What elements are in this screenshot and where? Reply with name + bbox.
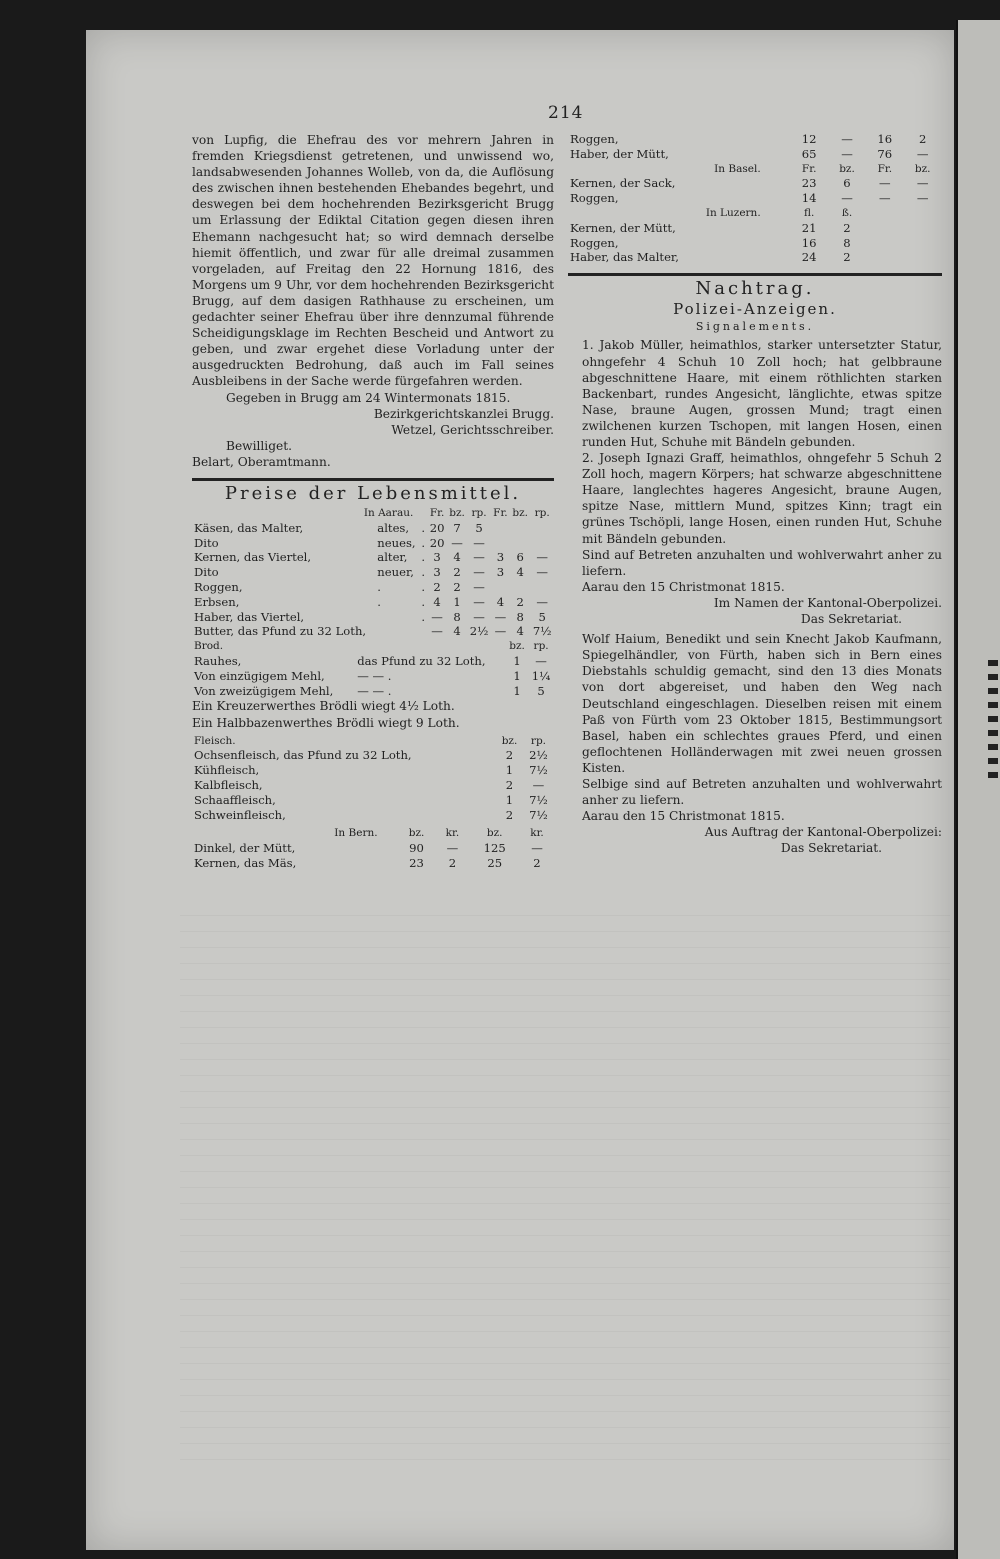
section-rule	[192, 478, 554, 481]
aarau-row-cell	[530, 521, 554, 536]
fleisch-row-cell: Kalbfleisch,	[194, 778, 263, 792]
brod-note-1: Ein Kreuzerwerthes Brödli wiegt 4½ Loth.	[192, 699, 455, 714]
aarau-row-cell: —	[536, 565, 548, 580]
aarau-row-cell: 2½	[469, 624, 489, 639]
luzern-row-cell: 2	[843, 250, 851, 265]
luzern-row-cell: 21	[801, 220, 817, 235]
fleisch-row-cell: 2½	[529, 748, 548, 763]
top-price-row-cell: Haber, der Mütt,	[570, 146, 669, 161]
bern-row-cell: 125	[483, 841, 506, 856]
right-column	[568, 132, 942, 856]
basel-col-fr: Fr.	[801, 162, 817, 175]
aarau-row-cell: .	[421, 609, 425, 624]
basel-row-cell: 14	[801, 191, 817, 206]
brod-col-bz: bz.	[509, 640, 525, 653]
luzern-header-row	[568, 206, 942, 221]
col-rp2: rp.	[534, 507, 550, 520]
aarau-row-cell: .	[421, 535, 425, 550]
notice-signature-office: Bezirkgerichtskanzlei Brugg.	[373, 406, 554, 421]
aarau-row-cell: Käsen, das Malter,	[194, 520, 304, 535]
aarau-row-cell: .	[421, 565, 425, 580]
aarau-row-cell: —	[473, 535, 485, 550]
aarau-row-cell: 4	[496, 594, 505, 609]
aarau-row-cell	[419, 624, 427, 639]
prices-title: Preise der Lebensmittel.	[224, 482, 522, 504]
aarau-row-cell: —	[536, 594, 548, 609]
brod-row-cell: —	[535, 654, 547, 669]
basel-row-cell: —	[879, 191, 891, 206]
bern-row-cell: 90	[409, 841, 424, 856]
aarau-row	[192, 624, 554, 639]
luzern-row-cell: Haber, das Malter,	[570, 250, 679, 265]
luzern-row	[568, 250, 942, 265]
aarau-row-cell: 3	[496, 565, 505, 580]
aarau-row-cell: 8	[453, 609, 461, 624]
aarau-row-cell: —	[473, 594, 485, 609]
polizei-title: Polizei-Anzeigen.	[673, 300, 837, 319]
top-price-row	[568, 132, 942, 147]
top-price-row-cell: —	[841, 132, 853, 146]
fleisch-label: Fleisch.	[194, 734, 236, 747]
col-rp: rp.	[471, 507, 487, 520]
date-2: Aarau den 15 Christmonat 1815.	[582, 809, 785, 824]
fleisch-row-cell: Kühfleisch,	[194, 763, 260, 778]
brod-row-cell: 1	[513, 654, 521, 669]
bern-location: In Bern.	[334, 827, 378, 840]
fleisch-row-cell: —	[532, 778, 545, 792]
basel-row-cell: 23	[801, 176, 817, 191]
top-price-row-cell: 2	[918, 132, 927, 146]
approval-note: Bewilliget.	[226, 438, 292, 453]
brod-note-2: Ein Halbbazenwerthes Brödli wiegt 9 Loth.	[192, 715, 460, 730]
aarau-row-cell: 7	[453, 520, 461, 535]
approval-official: Belart, Oberamtmann.	[192, 454, 331, 469]
bleed-through-area	[180, 900, 950, 1460]
bern-row	[192, 841, 554, 856]
section-rule-right	[568, 273, 942, 276]
basel-row	[568, 176, 942, 191]
aarau-row-cell	[510, 521, 530, 536]
top-price-table	[568, 132, 942, 265]
bern-price-table	[192, 826, 554, 870]
aarau-row-cell: 3	[433, 550, 441, 565]
aarau-location: In Aarau.	[363, 507, 414, 520]
adjacent-page-edge	[956, 20, 1000, 1559]
aarau-row	[192, 610, 554, 625]
luzern-row-cell: 24	[801, 250, 817, 265]
aarau-row-cell: 4	[453, 550, 461, 565]
aarau-row-cell	[530, 536, 554, 551]
aarau-row-cell	[510, 536, 530, 551]
fleisch-row-cell: 7½	[529, 807, 548, 822]
fleisch-row-cell: 2	[505, 807, 514, 822]
luzern-row-cell: 8	[843, 235, 851, 250]
bern-col-kr2: kr.	[530, 827, 544, 840]
signature-1b: Das Sekretariat.	[800, 612, 902, 627]
aarau-row-cell	[491, 521, 510, 536]
col-bz2: bz.	[512, 507, 529, 520]
aarau-row-cell: 5	[475, 520, 483, 535]
top-price-row	[568, 147, 942, 162]
aarau-row-cell: —	[473, 580, 485, 595]
aarau-row-cell: .	[421, 520, 425, 535]
fleisch-price-table	[192, 734, 554, 823]
aarau-row-cell: 3	[433, 565, 441, 580]
aarau-row-cell: —	[536, 550, 548, 565]
aarau-row-cell: —	[494, 624, 507, 639]
aarau-row-cell: .	[377, 580, 381, 595]
left-column	[192, 132, 554, 871]
top-price-row-cell: —	[841, 146, 853, 161]
basel-row-cell: 6	[843, 176, 851, 191]
brod-row	[192, 669, 554, 684]
theft-notice: Wolf Haium, Benedikt und sein Knecht Jakob Kaufmann, Spiegelhändler, von Fürth, haben sich in Bern eines Diebstahls schuldig gemacht, sind den 13 dies Monats von dort abgereiset, und haben den Weg nach Deutschland eingeschlagen. Dieselben reisen mit einem Paß von Fürth vom 23 Oktober 1815, Bestimmungsort Basel, haben ein schlechtes graues Pferd, und einen geflochtenen Holländerwagen mit zwei neuen grossen Kisten.	[582, 632, 942, 775]
notice-signature-clerk: Wetzel, Gerichtsschreiber.	[391, 422, 554, 437]
fleisch-row-cell: Schweinfleisch,	[194, 807, 286, 822]
aarau-row-cell: .	[421, 594, 425, 609]
aarau-row	[192, 595, 554, 610]
aarau-row-cell: 1	[453, 594, 461, 609]
signalements-title: Signalements.	[695, 320, 815, 334]
brod-row-cell: Rauhes,	[194, 654, 242, 669]
top-price-row-cell: 12	[801, 132, 817, 146]
aarau-row-cell	[491, 536, 510, 551]
luzern-col-fl: fl.	[804, 206, 815, 219]
brod-row-cell: Von zweizügigem Mehl,	[194, 683, 334, 698]
brod-row-cell: das Pfund zu 32 Loth,	[357, 654, 486, 669]
bern-col-bz2: bz.	[486, 827, 503, 840]
brod-row-cell: 5	[537, 683, 545, 698]
aarau-row-cell: 2	[516, 594, 524, 609]
top-price-row-cell: 76	[877, 146, 893, 161]
aarau-row-cell: Kernen, das Viertel,	[194, 550, 312, 565]
basel-row-cell: Kernen, der Sack,	[570, 176, 676, 191]
brod-row	[192, 654, 554, 669]
basel-row-cell: —	[916, 176, 929, 191]
col-fr2: Fr.	[493, 507, 508, 520]
luzern-row-cell: Roggen,	[570, 235, 619, 250]
brod-col-rp: rp.	[533, 640, 549, 653]
fleisch-row-cell: 1	[505, 792, 514, 807]
aarau-row-cell: neuer,	[377, 565, 414, 580]
aarau-row	[192, 521, 554, 536]
aarau-header-row	[192, 506, 554, 521]
signalement-2: 2. Joseph Ignazi Graff, heimathlos, ohngefehr 5 Schuh 2 Zoll hoch, magern Körpers; hat schwarze abgeschnittene Haare, langlechtes hageres Angesicht, braune Augen, spitze Nase, mittlern Mund, spitzes Kinn; tragt ein grünes Tschöpli, lange Hosen, einen runden Hut, Schuhe mit Bändeln gebunden.	[582, 451, 942, 546]
brod-row-cell: 1	[513, 683, 521, 698]
aarau-row-cell: 20	[429, 520, 445, 535]
brod-price-table	[192, 639, 554, 698]
basel-row	[568, 191, 942, 206]
basel-row-cell: Roggen,	[570, 191, 619, 206]
edge-marks	[988, 660, 998, 780]
signature-2a: Aus Auftrag der Kantonal-Oberpolizei:	[704, 825, 942, 840]
bern-row-cell: 23	[409, 855, 424, 870]
bern-row-cell: Kernen, das Mäs,	[194, 855, 297, 870]
brod-row	[192, 684, 554, 699]
aarau-row-cell: altes,	[377, 520, 410, 535]
aarau-row-cell: —	[473, 565, 485, 580]
aarau-row-cell: 2	[433, 580, 441, 595]
arrest-instruction-2: Selbige sind auf Betreten anzuhalten und wohlverwahrt anher zu liefern.	[582, 776, 942, 808]
aarau-row-cell: Erbsen,	[194, 594, 240, 609]
fleisch-row-cell: 7½	[529, 792, 548, 807]
luzern-row	[568, 236, 942, 251]
aarau-row	[192, 550, 554, 565]
signalement-1: 1. Jakob Müller, heimathlos, starker untersetzter Statur, ohngefehr 4 Schuh 10 Zoll hoch; hat gelbbraune abgeschnittene Haare, mit einem röthlichten starken Backenbart, rundes Angesicht, länglichte, etwas spitze Nase, braune Augen, grossen Mund; tragt einen zwilchenen kurzen Tschopen, mit langen Hosen, einen runden Hut, Schuhe mit Bändeln gebunden.	[582, 338, 942, 450]
luzern-location: In Luzern.	[705, 206, 761, 219]
bern-col-bz: bz.	[408, 827, 425, 840]
aarau-row-cell: .	[421, 550, 425, 565]
aarau-row-cell: 4	[516, 624, 524, 639]
nachtrag-title: Nachtrag.	[695, 278, 815, 300]
basel-row-cell: —	[916, 191, 929, 206]
fleisch-row-cell: 2	[505, 748, 514, 763]
fleisch-row-cell: 2	[505, 778, 514, 792]
aarau-row-cell: .	[377, 594, 381, 609]
aarau-price-table	[192, 506, 554, 639]
aarau-row-cell: —	[494, 609, 507, 624]
luzern-row-cell: Kernen, der Mütt,	[570, 220, 676, 235]
basel-row-cell: —	[841, 191, 853, 206]
aarau-row-cell: 5	[538, 609, 546, 624]
aarau-row-cell: —	[473, 609, 485, 624]
brod-row-cell: 1¼	[531, 668, 551, 683]
aarau-row-cell: Haber, das Viertel,	[194, 609, 305, 624]
top-price-row-cell: —	[916, 146, 929, 161]
aarau-row-cell	[375, 610, 419, 625]
fleisch-row	[192, 778, 554, 793]
fleisch-row	[192, 808, 554, 823]
top-price-row-cell: 65	[801, 146, 817, 161]
fleisch-row	[192, 748, 554, 763]
notice-date: Gegeben in Brugg am 24 Wintermonats 1815.	[226, 390, 511, 405]
aarau-row-cell: —	[473, 550, 485, 565]
fleisch-row-cell: 7½	[529, 763, 548, 778]
aarau-row-cell: Dito	[194, 565, 219, 580]
aarau-row-cell: 6	[516, 550, 524, 565]
basel-location: In Basel.	[714, 162, 761, 175]
bern-row	[192, 856, 554, 871]
bern-header-row	[192, 826, 554, 841]
luzern-col-ss: ß.	[841, 206, 853, 219]
fleisch-row-cell: Ochsenfleisch, das Pfund zu 32 Loth,	[194, 748, 412, 763]
aarau-row-cell: 20	[429, 535, 445, 550]
basel-col-bz: bz.	[839, 162, 855, 175]
aarau-row	[192, 565, 554, 580]
basel-header-row	[568, 162, 942, 177]
basel-col-bz2: bz.	[914, 162, 931, 175]
page-number: 214	[548, 103, 584, 123]
aarau-row-cell: 7½	[532, 624, 552, 639]
aarau-row-cell: —	[431, 609, 443, 624]
aarau-row-cell	[375, 624, 419, 639]
luzern-row-cell: 16	[801, 235, 817, 250]
aarau-row-cell	[510, 580, 530, 595]
fleisch-header-row	[192, 734, 554, 749]
aarau-row	[192, 536, 554, 551]
arrest-instruction-1: Sind auf Betreten anzuhalten und wohlverwahrt anher zu liefern.	[582, 547, 942, 578]
aarau-row-cell: neues,	[377, 535, 416, 550]
basel-col-fr2: Fr.	[877, 162, 893, 175]
bern-row-cell: Dinkel, der Mütt,	[194, 841, 296, 856]
col-bz: bz.	[449, 507, 465, 520]
aarau-row-cell: Butter, das Pfund zu 32 Loth,	[194, 624, 367, 639]
brod-header-row	[192, 639, 554, 654]
signature-2b: Das Sekretariat.	[780, 841, 882, 856]
brod-row-cell: Von einzügigem Mehl,	[194, 668, 325, 683]
aarau-row-cell: —	[431, 624, 443, 639]
aarau-row-cell: .	[421, 580, 425, 595]
aarau-row	[192, 580, 554, 595]
aarau-row-cell: alter,	[377, 550, 408, 565]
signature-1a: Im Namen der Kantonal-Oberpolizei.	[713, 595, 942, 610]
fleisch-row-cell: 1	[505, 763, 514, 778]
aarau-row-cell	[491, 580, 510, 595]
fleisch-col-rp: rp.	[530, 734, 547, 747]
brod-label: Brod.	[194, 640, 224, 653]
aarau-row-cell: 4	[516, 565, 524, 580]
fleisch-row	[192, 763, 554, 778]
brod-row-cell: 1	[513, 668, 521, 683]
aarau-row-cell: 2	[453, 580, 461, 595]
aarau-row-cell: 3	[496, 550, 505, 565]
brod-row-cell: — — .	[357, 668, 392, 683]
fleisch-row	[192, 793, 554, 808]
aarau-row-cell: 2	[453, 565, 461, 580]
bern-row-cell: —	[531, 841, 543, 856]
aarau-row-cell: 4	[433, 594, 441, 609]
aarau-row-cell: Dito	[194, 535, 219, 550]
court-notice-text: von Lupfig, die Ehefrau des vor mehrern Jahren in fremden Kriegsdienst getretenen, und unwissend wo, landsabwesenden Johannes Wolleb, von da, die Auflösung des zwischen ihnen bestehenden Ehebandes begehrt, und deswegen bei dem hochehrenden Bezirksgericht Brugg um Erlassung der Ediktal Citation gegen diesen ihren Ehemann nachgesucht hat; so wird demnach derselbe hiemit öffentlich, und zwar für alle dreimal zusammen vorgeladen, auf Freitag den 22 Hornung 1816, des Morgens um 9 Uhr, vor dem hochehrenden Bezirksgericht Brugg, auf dem dasigen Rathhause zu erscheinen, um gedachter seiner Ehefrau über ihre dennzumal führende Scheidigungsklage im Rechten Bescheid und Antwort zu geben, und zwar ergehet diese Vorladung unter der ausgedruckten Bedrohung, daß auch im Fall seines Ausbleibens in der Sache werde fürgefahren werden.	[192, 133, 554, 389]
top-price-row-cell: Roggen,	[570, 132, 619, 146]
col-fr: Fr.	[429, 507, 445, 520]
bern-row-cell: 25	[487, 855, 503, 870]
top-price-row-cell: 16	[877, 132, 893, 146]
bern-row-cell: —	[446, 841, 459, 856]
aarau-row-cell: Roggen,	[194, 580, 243, 595]
basel-row-cell: —	[879, 176, 891, 191]
fleisch-col-bz: bz.	[501, 734, 518, 747]
fleisch-row-cell: Schaaffleisch,	[194, 792, 276, 807]
aarau-row-cell: 4	[453, 624, 461, 639]
bern-row-cell: 2	[448, 855, 457, 870]
aarau-row-cell: —	[451, 535, 463, 550]
date-1: Aarau den 15 Christmonat 1815.	[582, 579, 785, 594]
brod-row-cell: — — .	[357, 683, 392, 698]
luzern-row	[568, 221, 942, 236]
bern-col-kr: kr.	[445, 827, 460, 840]
bern-row-cell: 2	[533, 855, 541, 870]
aarau-row-cell	[530, 580, 554, 595]
luzern-row-cell: 2	[843, 220, 851, 235]
aarau-row-cell: 8	[516, 609, 524, 624]
